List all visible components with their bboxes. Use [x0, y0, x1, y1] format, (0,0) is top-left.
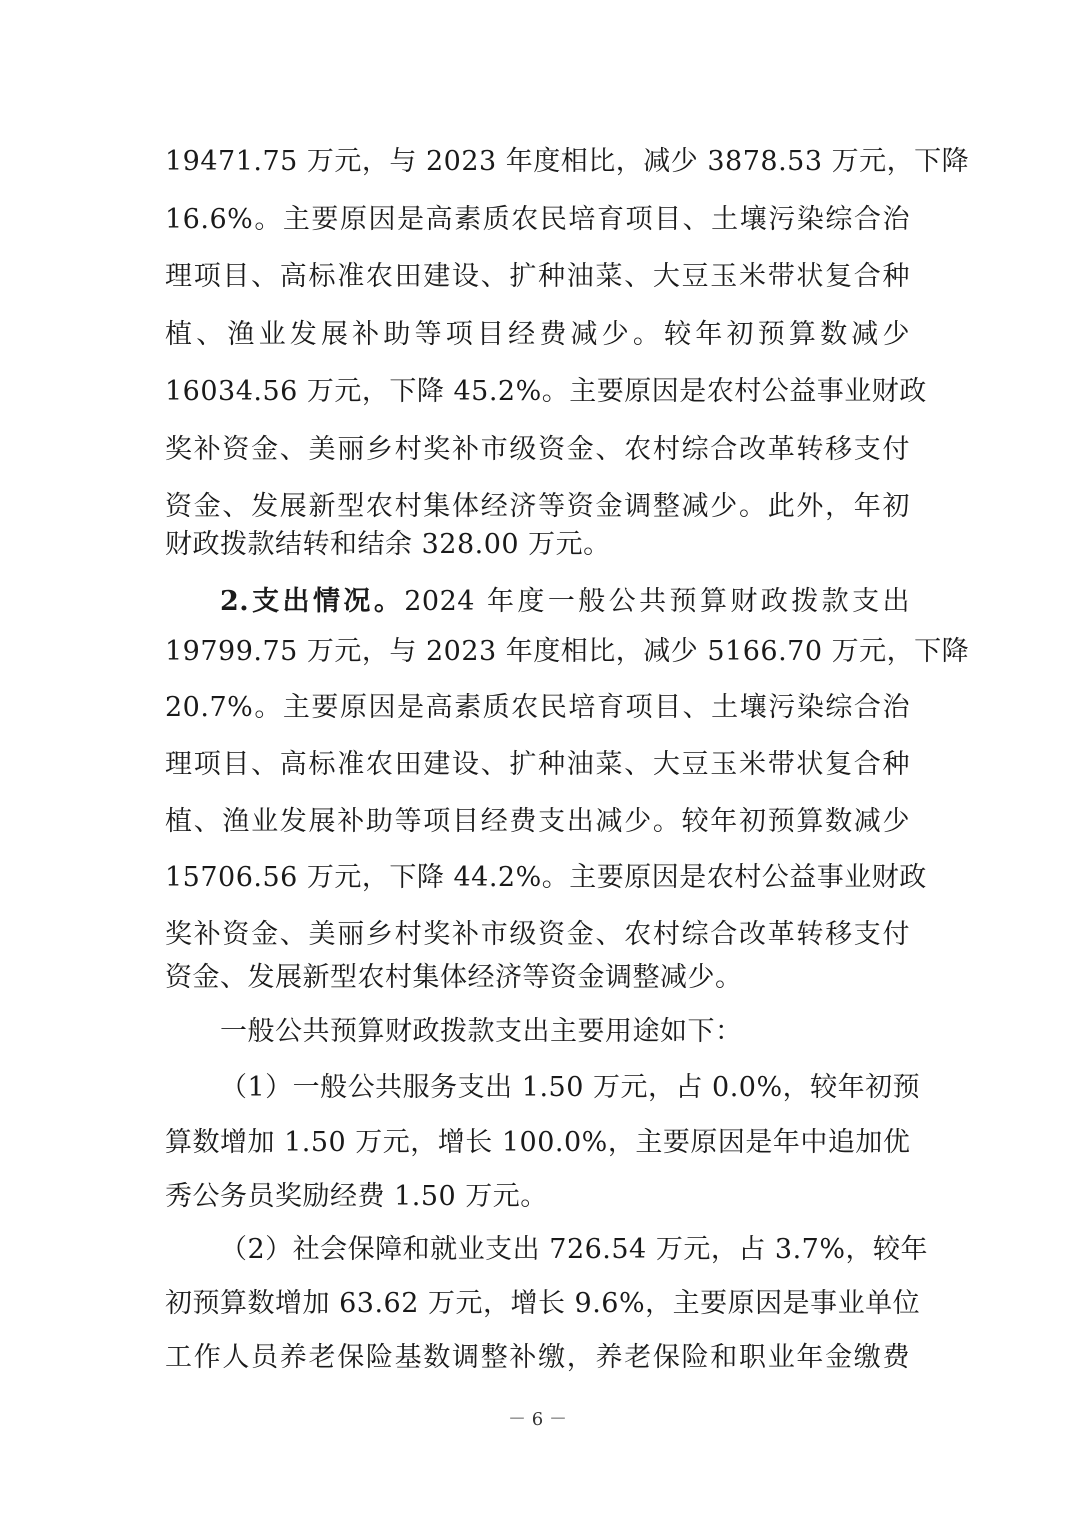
- paragraph-line: 植、渔业发展补助等项目经费支出减少。较年初预算数减少: [165, 806, 910, 837]
- paragraph-line: 理项目、高标准农田建设、扩种油菜、大豆玉米带状复合种: [165, 261, 910, 292]
- paragraph-line: 理项目、高标准农田建设、扩种油菜、大豆玉米带状复合种: [165, 749, 910, 780]
- paragraph-line: 植、渔业发展补助等项目经费减少。较年初预算数减少: [165, 319, 910, 350]
- section-heading-rest: 2024 年度一般公共预算财政拨款支出: [404, 586, 911, 617]
- paragraph-line: 资金、发展新型农村集体经济等资金调整减少。: [165, 962, 743, 993]
- paragraph-line: 财政拨款结转和结余 328.00 万元。: [165, 529, 611, 560]
- section-heading: 2.支出情况。: [220, 586, 405, 617]
- paragraph-line: 奖补资金、美丽乡村奖补市级资金、农村综合改革转移支付: [165, 919, 910, 950]
- paragraph-line: 初预算数增加 63.62 万元，增长 9.6%，主要原因是事业单位: [165, 1288, 921, 1319]
- paragraph-line: 20.7%。主要原因是高素质农民培育项目、土壤污染综合治: [165, 692, 910, 723]
- paragraph-line: 工作人员养老保险基数调整补缴，养老保险和职业年金缴费: [165, 1342, 910, 1373]
- paragraph-line: 19471.75 万元，与 2023 年度相比，减少 3878.53 万元，下降: [165, 146, 970, 177]
- paragraph-line: 一般公共预算财政拨款支出主要用途如下：: [220, 1016, 743, 1047]
- paragraph-line: 算数增加 1.50 万元，增长 100.0%，主要原因是年中追加优: [165, 1127, 911, 1158]
- page-number: － 6 －: [508, 1409, 567, 1430]
- paragraph-line: 秀公务员奖励经费 1.50 万元。: [165, 1181, 548, 1212]
- paragraph-line: 奖补资金、美丽乡村奖补市级资金、农村综合改革转移支付: [165, 434, 910, 465]
- section-first-line: [220, 582, 910, 622]
- paragraph-line: 15706.56 万元，下降 44.2%。主要原因是农村公益事业财政: [165, 862, 927, 893]
- paragraph-line: 19799.75 万元，与 2023 年度相比，减少 5166.70 万元，下降: [165, 636, 970, 667]
- paragraph-line: （2）社会保障和就业支出 726.54 万元，占 3.7%，较年: [220, 1234, 928, 1265]
- paragraph-line: 16034.56 万元，下降 45.2%。主要原因是农村公益事业财政: [165, 376, 927, 407]
- paragraph-line: （1）一般公共服务支出 1.50 万元，占 0.0%，较年初预: [220, 1072, 921, 1103]
- paragraph-line: 16.6%。主要原因是高素质农民培育项目、土壤污染综合治: [165, 204, 910, 235]
- paragraph-line: 资金、发展新型农村集体经济等资金调整减少。此外，年初: [165, 491, 910, 522]
